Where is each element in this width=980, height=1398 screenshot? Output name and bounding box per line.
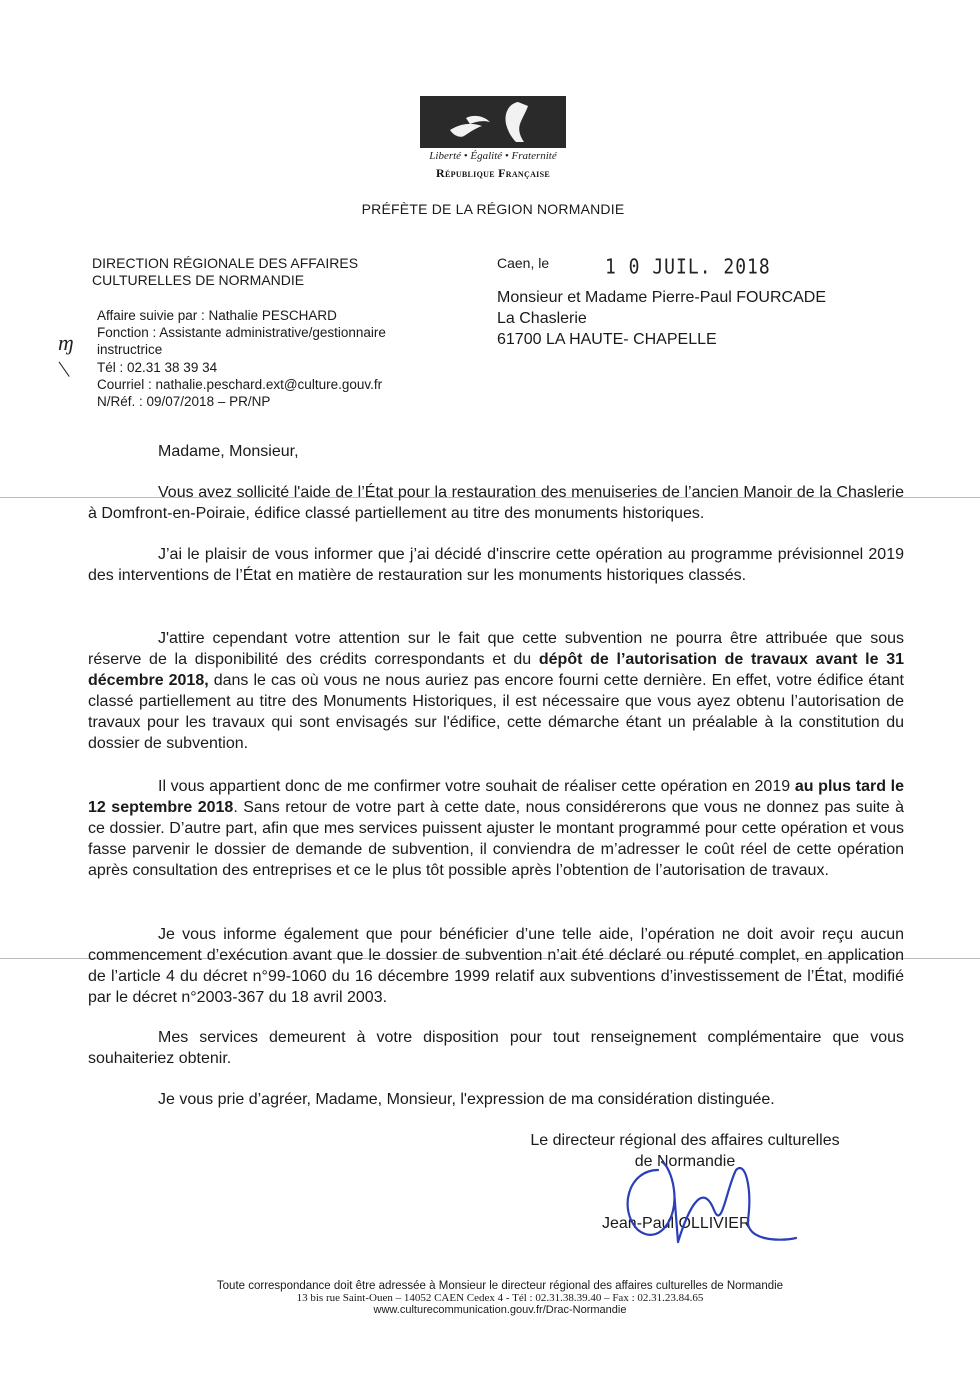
marianne-logo [420, 96, 566, 148]
paragraph-2: J’ai le plaisir de vous informer que j’ai décidé d'inscrire cette opération au programme prévisionnel 2019 des interventions de l’État en matière de restauration sur les monuments historiques classés. [88, 546, 904, 584]
deadline-works: dépôt de l’autorisation de travaux avant le 31 décembre 2018, [88, 651, 904, 689]
deadline-confirmation: au plus tard le 12 septembre 2018 [88, 778, 904, 816]
handwritten-signature [618, 1150, 808, 1255]
republic-motto: Liberté • Égalité • Fraternité [429, 150, 557, 162]
signatory-name: Jean-Paul OLLIVIER [602, 1215, 751, 1232]
reference: N/Réf. : 09/07/2018 – PR/NP [97, 394, 271, 410]
recipient-address-line: 61700 LA HAUTE- CHAPELLE [497, 331, 717, 348]
republic-name: République Française [436, 166, 550, 180]
date-stamp: 1 0 JUIL. 2018 [605, 255, 771, 280]
paragraph-4: Il vous appartient donc de me confirmer votre souhait de réaliser cette opération en 2019 au plus tard le 12 septembre 2018. Sans retour de votre part à cette date, nous considérerons que vous ne donnez pas suite à ce dossier. D’autre part, afin que mes services puissent ajuster le montant programmé pour cette opération et vous fasse parvenir le dossier de demande de subvention, il conviendra de m’adresser le coût réel de cette opération après consultation des entreprises et ce le plus tôt possible après l’obtention de l’autorisation de travaux. [88, 778, 905, 879]
paragraph-1: Vous avez sollicité l'aide de l’État pour la restauration des menuiseries de l’ancien Manoir de la Chaslerie à Domfront-en-Poiraie, édifice classé partiellement au titre des monuments historiques. [88, 484, 904, 522]
salutation: Madame, Monsieur, [158, 443, 299, 460]
handwritten-initials: ɱ [58, 330, 74, 355]
footer-website: www.culturecommunication.gouv.fr/Drac-Normandie [373, 1304, 627, 1316]
paragraph-5: Je vous informe également que pour bénéficier d’une telle aide, l’opération ne doit avoir reçu aucun commencement d’exécution avant que le dossier de subvention n’ait été déclaré ou réputé complet, en application de l’article 4 du décret n°99-1060 du 16 décembre 1999 relatif aux subventions d’investissement de l’État, modifié par le décret n°2003-367 du 18 avril 2003. [88, 926, 904, 1006]
recipient-address [497, 287, 917, 350]
paragraph-3: J'attire cependant votre attention sur le fait que cette subvention ne pourra être attribuée que sous réserve de la disponibilité des crédits correspondants et du dépôt de l’autorisation de travaux avant le 31 décembre 2018, dans le cas où vous ne nous auriez pas encore fourni cette dernière. En effet, votre édifice étant classé partiellement au titre des Monuments Historiques, il est nécessaire que vous ayez obtenu l’autorisation de travaux pour les travaux qui sont envisagés sur l'édifice, cette démarche étant un préalable à la constitution du dossier de subvention. [88, 630, 905, 752]
prefecture-title: PRÉFÈTE DE LA RÉGION NORMANDIE [361, 201, 625, 217]
paragraph-7: Je vous prie d’agréer, Madame, Monsieur, l'expression de ma considération distinguée. [158, 1091, 775, 1108]
sender-direction [92, 255, 452, 289]
footer-correspondence: Toute correspondance doit être adressée à Monsieur le directeur régional des affaires culturelles de Normandie [216, 1280, 784, 1292]
footer-address: 13 bis rue Saint-Ouen – 14052 CAEN Cedex 4 - Tél : 02.31.38.39.40 – Fax : 02.31.23.84.65 [296, 1292, 704, 1304]
followed-by: Affaire suivie par : Nathalie PESCHARD [97, 308, 337, 323]
direction-line: DIRECTION RÉGIONALE DES AFFAIRES [92, 255, 359, 271]
email: Courriel : nathalie.peschard.ext@culture.gouv.fr [97, 376, 383, 392]
telephone: Tél : 02.31 38 39 34 [97, 359, 218, 375]
recipient-address-line: La Chaslerie [497, 310, 587, 327]
case-details [97, 307, 457, 410]
direction-line: CULTURELLES DE NORMANDIE [92, 272, 305, 288]
recipient-name: Monsieur et Madame Pierre-Paul FOURCADE [497, 289, 826, 306]
signatory-title: Le directeur régional des affaires culturelles de Normandie [530, 1132, 840, 1170]
function-line: instructrice [97, 342, 163, 358]
letter-footer [150, 1280, 850, 1316]
letter-place: Caen, le [497, 255, 550, 271]
paragraph-6: Mes services demeurent à votre disposition pour tout renseignement complémentaire que vous souhaiteriez obtenir. [88, 1029, 904, 1067]
function-line: Fonction : Assistante administrative/gestionnaire [97, 325, 386, 341]
